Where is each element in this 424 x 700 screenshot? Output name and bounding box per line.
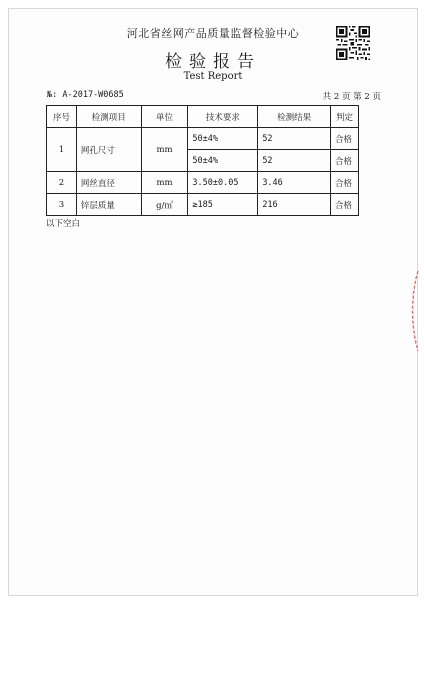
report-subtitle: Test Report	[183, 71, 243, 82]
column-header: 单位	[141, 106, 188, 128]
row-number: 1	[47, 128, 77, 172]
requirement: 50±4%	[188, 128, 258, 150]
verdict: 合格	[331, 194, 359, 216]
result: 52	[258, 128, 331, 150]
table-header-row	[47, 106, 359, 128]
column-header: 序号	[47, 106, 77, 128]
unit: mm	[141, 128, 188, 172]
seal-stamp-icon	[405, 271, 419, 351]
qr-code-icon	[336, 26, 370, 60]
blank-below-note: 以下空白	[46, 219, 81, 229]
column-header: 判定	[331, 106, 359, 128]
row-number: 2	[47, 172, 77, 194]
test-item: 锌层质量	[76, 194, 141, 216]
verdict: 合格	[331, 172, 359, 194]
page-indicator: 共 2 页 第 2 页	[322, 92, 381, 102]
row-number: 3	[47, 194, 77, 216]
report-page	[8, 8, 418, 596]
result: 216	[258, 194, 331, 216]
result: 3.46	[258, 172, 331, 194]
verdict: 合格	[331, 128, 359, 150]
organization-name: 河北省丝网产品质量监督检验中心	[126, 27, 300, 40]
unit: g/㎡	[141, 194, 188, 216]
report-title: 检验报告	[165, 52, 261, 72]
column-header: 检测结果	[258, 106, 331, 128]
requirement: ≥185	[188, 194, 258, 216]
column-header: 检测项目	[76, 106, 141, 128]
column-header: 技术要求	[188, 106, 258, 128]
requirement: 3.50±0.05	[188, 172, 258, 194]
report-number: №: A-2017-W0685	[47, 90, 124, 100]
test-item: 网孔尺寸	[76, 128, 141, 172]
verdict: 合格	[331, 150, 359, 172]
table-row	[47, 194, 359, 216]
results-table	[46, 105, 359, 216]
requirement: 50±4%	[188, 150, 258, 172]
unit: mm	[141, 172, 188, 194]
table-row	[47, 172, 359, 194]
test-item: 网丝直径	[76, 172, 141, 194]
result: 52	[258, 150, 331, 172]
table-row	[47, 128, 359, 150]
